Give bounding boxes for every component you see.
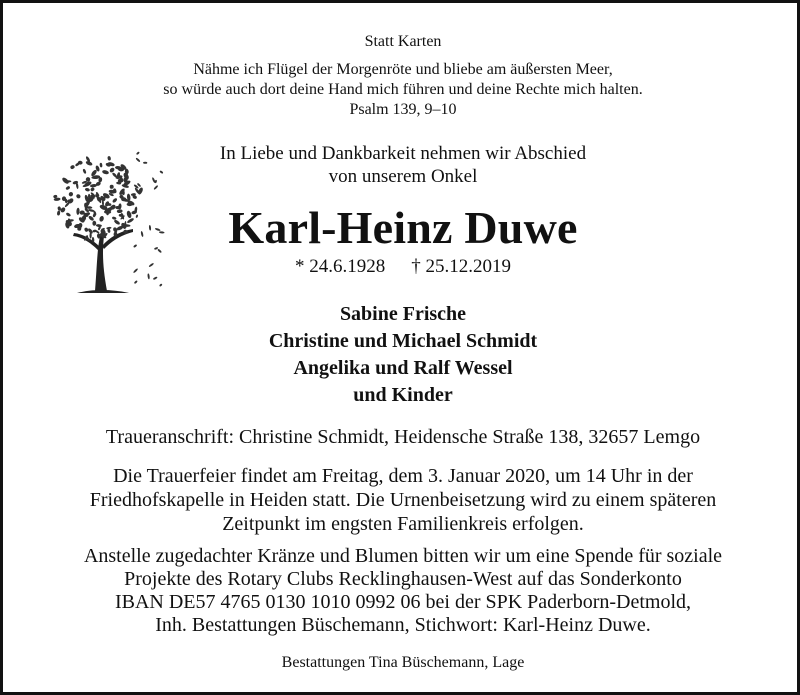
mourner-line: Christine und Michael Schmidt bbox=[268, 330, 538, 352]
ceremony-line: Die Trauerfeier findet am Freitag, dem 3. Januar 2020, um 14 Uhr in der bbox=[113, 465, 693, 487]
death-date: † 25.12.2019 bbox=[411, 256, 511, 277]
birth-date: * 24.6.1928 bbox=[295, 256, 386, 277]
donation-line: Projekte des Rotary Clubs Recklinghausen-West auf das Sonderkonto bbox=[124, 568, 682, 590]
donation-line: Inh. Bestattungen Büschemann, Stichwort: Karl-Heinz Duwe. bbox=[155, 614, 651, 636]
donation-line: IBAN DE57 4765 0130 1010 0992 06 bei der SPK Paderborn-Detmold, bbox=[114, 591, 692, 613]
verse-source: Psalm 139, 9–10 bbox=[349, 101, 457, 118]
donation-line: Anstelle zugedachter Kränze und Blumen bitten wir um eine Spende für soziale bbox=[83, 545, 723, 567]
life-dates bbox=[3, 256, 800, 278]
deceased-name: Karl-Heinz Duwe bbox=[228, 202, 578, 253]
ceremony-line: Friedhofskapelle in Heiden statt. Die Urnenbeisetzung wird zu einem späteren bbox=[89, 489, 717, 511]
verse-line-1: Nähme ich Flügel der Morgenröte und bliebe am äußersten Meer, bbox=[193, 61, 613, 78]
verse-line-2: so würde auch dort deine Hand mich führen und deine Rechte mich halten. bbox=[163, 81, 643, 98]
mourner-line: und Kinder bbox=[353, 384, 453, 406]
intro-line-1: In Liebe und Dankbarkeit nehmen wir Abschied bbox=[219, 143, 587, 164]
funeral-home: Bestattungen Tina Büschemann, Lage bbox=[281, 654, 525, 671]
mourner-line: Sabine Frische bbox=[339, 303, 467, 325]
mourner-line: Angelika und Ralf Wessel bbox=[293, 357, 513, 379]
intro-line-2: von unserem Onkel bbox=[328, 166, 478, 187]
ceremony-line: Zeitpunkt im engsten Familienkreis erfolgen. bbox=[222, 513, 584, 535]
statt-karten: Statt Karten bbox=[364, 33, 442, 50]
mourning-address: Traueranschrift: Christine Schmidt, Heidensche Straße 138, 32657 Lemgo bbox=[105, 426, 701, 448]
